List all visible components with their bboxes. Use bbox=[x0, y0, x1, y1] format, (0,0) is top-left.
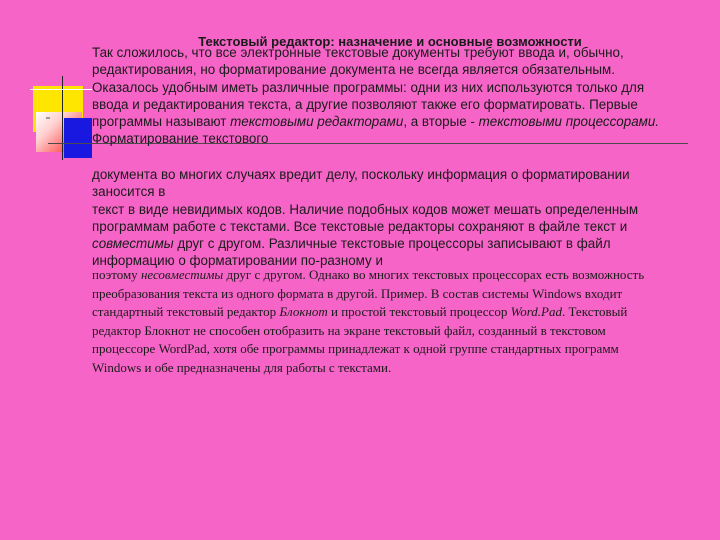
text-line: Windows и обе предназначены для работы с текстами. bbox=[92, 359, 392, 375]
decor-blue-square bbox=[64, 118, 92, 158]
term-notepad: Блокнот bbox=[279, 304, 328, 320]
decor-white-line bbox=[30, 89, 92, 90]
term-wordpad: Word.Pad bbox=[510, 304, 562, 320]
text-line: друг с другом. Однако во многих текстовых процессорах есть возможность bbox=[223, 267, 645, 282]
text-line: документа во многих случаях вредит делу, поскольку информация о форматировании bbox=[92, 167, 630, 182]
text-line: программам работе с текстами. Все текстовые редакторы сохраняют в файле текст и bbox=[92, 218, 628, 234]
text-line: информацию о форматировании по-разному и bbox=[92, 253, 383, 269]
text-line: . Текстовый bbox=[561, 304, 628, 320]
text-line: Форматирование текстового bbox=[92, 131, 269, 147]
text-line: и простой текстовый процессор bbox=[327, 304, 511, 320]
text-line: друг с другом. Различные текстовые процессоры записывают в файл bbox=[173, 236, 611, 252]
text-line: программы называют bbox=[92, 114, 231, 130]
slide-title: Текстовый редактор: назначение и основные возможности bbox=[198, 34, 582, 49]
text-line: поэтому bbox=[92, 267, 141, 282]
decor-dot bbox=[46, 117, 50, 119]
text-line: редактор Блокнот не способен отобразить на экране текстовый файл, созданный в текстовом bbox=[92, 322, 606, 338]
text-line: Оказалось удобным иметь различные программы: одни из них используются только для bbox=[92, 79, 645, 95]
paragraph-intro bbox=[92, 44, 712, 148]
term-incompatible: несовместимы bbox=[140, 267, 224, 282]
text-line: ввода и редактирования текста, а другие позволяют также его форматировать. Первые bbox=[92, 96, 638, 112]
text-line: Так сложилось, что все электронные текстовые документы требуют ввода и, обычно, bbox=[92, 45, 624, 60]
text-line: , а вторые - bbox=[403, 114, 479, 130]
text-line: преобразования текста из одного формата в другой. Пример. В состав системы Windows входит bbox=[92, 285, 623, 301]
text-line: заносится в bbox=[92, 184, 166, 200]
paragraph-example bbox=[92, 266, 697, 378]
text-line: текст в виде невидимых кодов. Наличие подобных кодов может мешать определенным bbox=[92, 201, 639, 217]
text-line: стандартный текстовый редактор bbox=[92, 304, 280, 320]
text-line: редактирования, но форматирование документа не всегда является обязательным. bbox=[92, 62, 615, 78]
paragraph-formatting bbox=[92, 166, 712, 270]
term-text-editors: текстовыми редакторами bbox=[230, 114, 404, 130]
term-compatible: совместимы bbox=[92, 236, 174, 252]
text-line: процессоре WordPad, хотя обе программы принадлежат к одной группе стандартных программ bbox=[92, 341, 619, 357]
term-text-processors: текстовыми процессорами. bbox=[478, 114, 660, 130]
